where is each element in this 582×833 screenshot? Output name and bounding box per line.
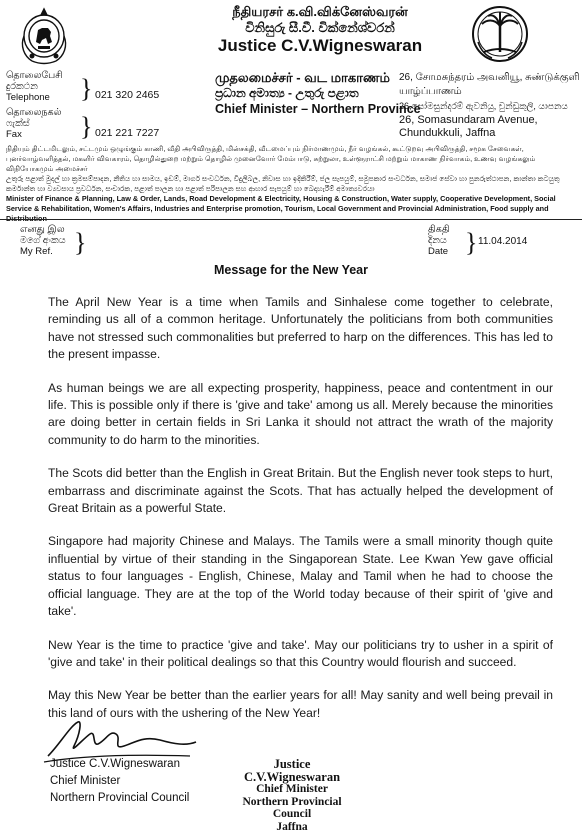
signature-name: Justice C.V.Wigneswaran [50, 756, 189, 773]
title-english: Chief Minister – Northern Province [215, 102, 455, 116]
official-stamp [232, 758, 352, 833]
address-tamil-2: யாழ்ப்பாணம் [399, 86, 462, 98]
paragraph: As human beings we are all expecting prosperity, happiness, peace and contentment in our life. This is possible only if there is 'give and take' among us all. Merely because the minorities are doing better in certain fields in Sri Lanka it should not attract the wrath of the majority community to do harm to the minorities. [48, 380, 553, 450]
address-english-1: 26, Somasundaram Avenue, [399, 114, 538, 126]
paragraph: Singapore had majority Chinese and Malays. The Tamils were a small minority though quite influential by virtue of their standing in the Singaporean State. Lee Kwan Yew gave official status to four languages - English, Chinese, Malay and Tamil when he had to choose the official language. They are at the top of the World today because of their spirit of 'give and take'. [48, 533, 553, 620]
date-label [428, 224, 450, 257]
signature-council: Northern Provincial Council [50, 790, 189, 807]
departments [6, 144, 576, 224]
stamp-title: Chief Minister [232, 783, 352, 796]
stamp-council: Northern Provincial Council [232, 796, 352, 821]
fax-label-english: Fax [6, 129, 61, 140]
date-label-tamil: திகதி [428, 224, 450, 235]
paragraph: The Scots did better than the English in Great Britain. But the English never took steps to hurt, embarrass and discriminate against the Scots. That has actually helped the development of Great Britain as a powerful State. [48, 465, 553, 517]
telephone-number: 021 320 2465 [95, 89, 159, 101]
date-value: 11.04.2014 [478, 236, 527, 247]
departments-english: Minister of Finance & Planning, Law & Order, Lands, Road Development & Electricity, Housing & Construction, Water supply, Cooperative Development, Social Service & Rehabilitation, Women's Affairs, Industries and Enterprise promotion, Tourism, Local Government and Provincial Administration, Food supply and Distribution [6, 194, 576, 224]
reference-label-english: My Ref. [20, 246, 66, 257]
reference-label [20, 224, 66, 257]
paragraph: The April New Year is a time when Tamils and Sinhalese come together to celebrate, reminding us all of a common heritage. Unfortunately the politicians from both communities have not stressed such commonalities but preferred to harp on the differences. This has led to the present impasse. [48, 294, 553, 364]
paragraph: May this New Year be better than the earlier years for all! May sanity and well being prevail in this land of ours with the ushering of the New Year! [48, 687, 553, 722]
paragraph: New Year is the time to practice 'give and take'. May our politicians try to usher in a spirit of 'give and take' in their political dealings so that this Country would flourish and succeed. [48, 637, 553, 672]
name-english: Justice C.V.Wigneswaran [130, 36, 510, 56]
telephone-label-english: Telephone [6, 92, 63, 103]
signature-block [50, 756, 189, 807]
telephone-brace: } [80, 76, 92, 102]
signature-title: Chief Minister [50, 773, 189, 790]
title-tamil: முதலமைச்சர் - வட மாகாணம் [215, 70, 455, 87]
message-body [48, 294, 553, 738]
sri-lanka-emblem-icon [18, 6, 70, 66]
address-english-2: Chundukkuli, Jaffna [399, 127, 495, 139]
departments-sinhala: උතුරු පළාත් මුදල් හා ක්‍රමසම්පාදන, නීතිය හා සාමය, ඉඩම්, මාර්ග සංවර්ධන, විදුලිබල, නිවාස හා ඉදිකිරීම්, ජල සැපයුම්, සමුපකාර සංවර්ධන, සමාජ සේවා හා පුනරුත්ථාපන, කාන්තා කටයුතු කර්මාන්ත හා ව්‍යවසාය ප්‍රවර්ධන, සංචාරක, පළාත් පාලන හා පළාත් පරිපාලන සහ ආහාර සැපයුම් හා බෙදාහැරීම් අමාත්‍යවරයා [6, 174, 576, 194]
stamp-city: Jaffna [232, 821, 352, 833]
header-divider [0, 219, 582, 220]
name-sinhala: විනිසුරු සී.වී. වික්නේශ්වරන් [130, 20, 510, 36]
fax-number: 021 221 7227 [95, 127, 159, 139]
reference-label-tamil: எனது இல [20, 224, 66, 235]
departments-tamil: நிதியும் திட்டமிடலும், சட்டமும் ஒழுங்கும் காணி, வீதி அபிவிருத்தி, மின்சக்தி, வீடமைப்பும் நிர்மாணமும், நீர் வழங்கல், கூட்டுறவு அபிவிருத்தி, சமூக சேவைகள், புனர்வாழ்வளித்தல், மகளிர் விவகாரம், தொழில்துறை மற்றும் தொழில் முனைவோர் மேம்பாடு, சுற்றுலா, உள்ளூராட்சி மற்றும் மாகாண நிர்வாகம், உணவு வழங்கலும் விநியோகமும் அமைச்சர் [6, 144, 576, 174]
address-tamil-1: 26, சோமசுந்தரம் அவனியூ, சுண்டுக்குளி [399, 72, 580, 84]
fax-label-tamil: தொலைநகல் [6, 107, 61, 118]
telephone-label-tamil: தொலைபேசி [6, 70, 63, 81]
date-label-sinhala: දිනය [428, 235, 450, 246]
fax-label-sinhala: ෆැක්ස් [6, 118, 61, 129]
message-title: Message for the New Year [0, 263, 582, 277]
address-sinhala: 26,සෝමසුන්දරම් ඇවනියු, චුන්ඩුකුලි, යාපනය [399, 100, 568, 112]
name-tamil: நீதியரசர் க.வி.விக்னேஸ்வரன் [130, 4, 510, 21]
date-label-english: Date [428, 246, 450, 257]
fax-label [6, 107, 61, 140]
date-brace: } [465, 230, 477, 256]
title-sinhala: ප්‍රධාන අමාත්‍ය - උතුරු පළාත [215, 86, 455, 101]
reference-brace: } [74, 230, 86, 256]
reference-label-sinhala: මගේ අංකය [20, 235, 66, 246]
fax-brace: } [80, 114, 92, 140]
telephone-label-sinhala: දුරකථන [6, 81, 63, 92]
stamp-name: Justice C.V.Wigneswaran [232, 758, 352, 783]
telephone-label [6, 70, 63, 103]
